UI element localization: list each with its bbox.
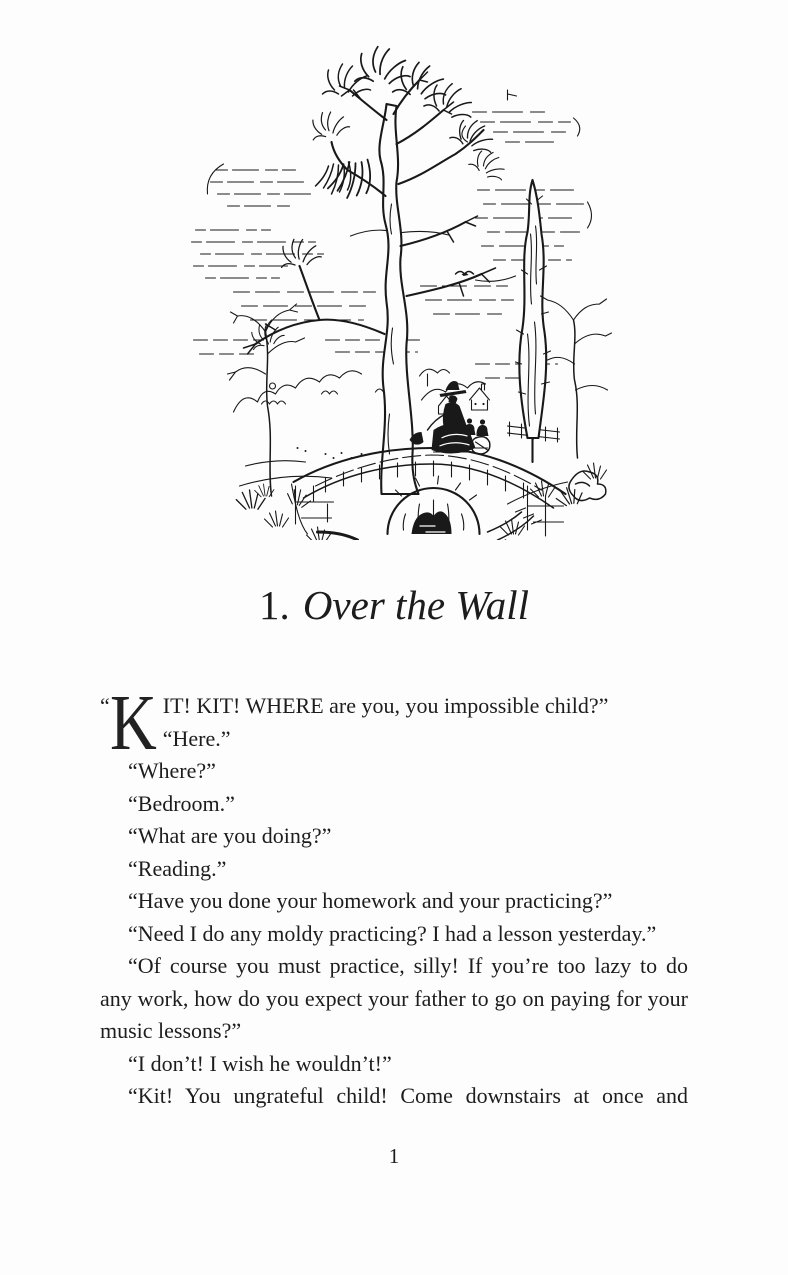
paragraph: “I don’t! I wish he wouldn’t!” — [128, 1050, 392, 1076]
paragraph: “Reading.” — [128, 855, 227, 881]
paragraph: “What are you doing?” — [128, 823, 332, 848]
opening-paragraph — [100, 690, 688, 723]
right-bare-tree — [541, 296, 612, 458]
bare-sapling — [228, 304, 305, 496]
paragraph: “Bedroom.” — [128, 790, 235, 816]
drop-cap-letter: K — [109, 680, 157, 767]
bird — [456, 272, 474, 277]
rider-figure — [410, 381, 490, 454]
paragraph: “Kit! You ungrateful child! Come downstairs at once and — [128, 1083, 688, 1108]
paragraph: “Have you done your homework and your practicing?” — [128, 888, 613, 913]
drop-cap-quote: “ — [100, 693, 110, 718]
stone-bridge — [292, 448, 566, 536]
poplar-tree — [516, 180, 551, 462]
chapter-title: Over the Wall — [302, 582, 530, 628]
chapter-number: 1. — [258, 582, 290, 628]
paragraph: “Here.” — [162, 725, 231, 751]
drop-cap — [100, 680, 157, 767]
paragraph: “Need I do any moldy practicing? I had a lesson yesterday.” — [128, 920, 657, 946]
paragraph: “Where?” — [128, 758, 216, 783]
opening-caps: IT! KIT! WHERE — [162, 693, 324, 718]
body-text — [100, 680, 688, 1113]
opening-rest: are you, you impossible child?” — [323, 693, 609, 718]
chapter-heading — [0, 582, 788, 629]
paragraph: “Of course you must practice, silly! If you’re too lazy to do any work, how do you expect your father to go on paying for your music lessons?” — [100, 953, 688, 1043]
illustration-svg — [176, 34, 613, 540]
page-number: 1 — [388, 1144, 400, 1168]
chapter-illustration — [176, 34, 613, 540]
